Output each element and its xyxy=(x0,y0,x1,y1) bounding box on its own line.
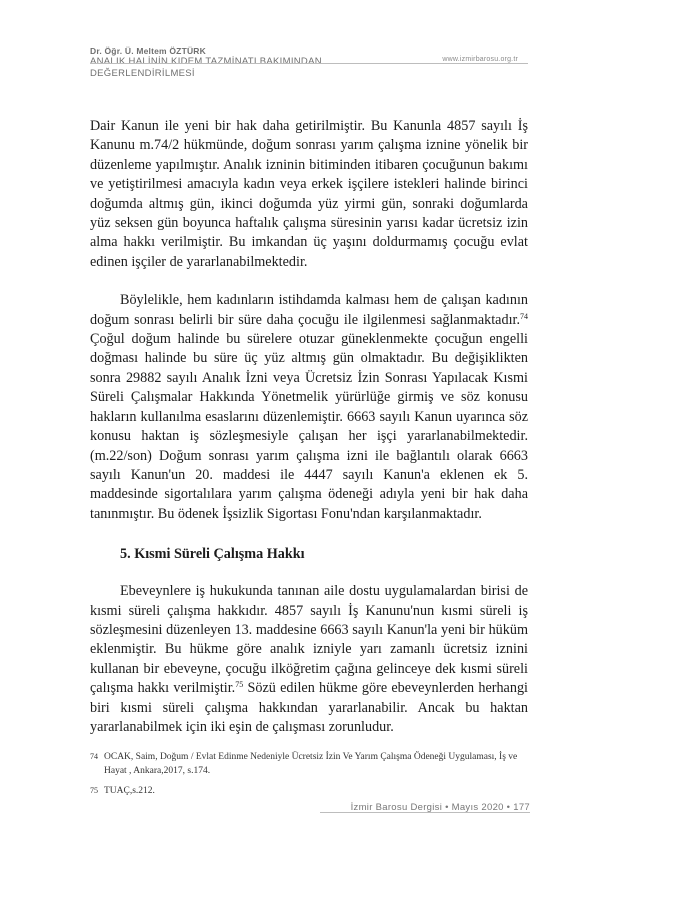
site-url: www.izmirbarosu.org.tr xyxy=(442,56,518,63)
header-rule xyxy=(90,63,528,64)
footnote-text: TUAÇ,s.212. xyxy=(104,786,155,796)
section-heading: 5. Kısmi Süreli Çalışma Hakkı xyxy=(120,546,305,563)
footnote-number: 74 xyxy=(90,752,98,761)
footnote-number: 75 xyxy=(90,786,98,795)
footnote-text: OCAK, Saim, Doğum / Evlat Edinme Nedeniyle Ücretsiz İzin Ve Yarım Çalışma Ödeneği Uygulaması, İş ve Hayat , Ankara,2017, s.174. xyxy=(104,752,518,776)
footnote-74 xyxy=(90,750,530,778)
page-body xyxy=(90,117,528,737)
author-name: Dr. Öğr. Ü. Meltem ÖZTÜRK xyxy=(90,46,206,56)
paragraph-2 xyxy=(90,291,528,524)
article-title-line-1: ANALIK HALİNİN KIDEM TAZMİNATI BAKIMINDAN xyxy=(90,56,322,67)
footer-rule xyxy=(320,812,530,813)
paragraph-2-part-a: Böylelikle, hem kadınların istihdamda kalması hem de çalışan kadının doğum sonrası belirli bir süre daha çocuğu ile ilgilenmesi sağlanmaktadır. xyxy=(90,292,528,328)
paragraph-2-part-b: Çoğul doğum halinde bu sürelere otuzar güneklenmekte çocuğun engelli doğması halinde bu süre üç yüz altmış gün olmaktadır. Bu değişiklikten sonra 29882 sayılı Analık İzni veya Ücretsiz İzin Sonrası Yapılacak Kısmi Süreli Çalışmalar Hakkında Yönetmelik yürürlüğe girmiş ve söz konusu hakların kullanılma esaslarını düzenlemiştir. 6663 sayılı Kanun uyarınca söz konusu haktan iş sözleşmesiyle çalışan her işçi yararlanabilmektedir.(m.22/son) Doğum sonrası yarım çalışma izni ile bağlantılı olarak 6663 sayılı Kanun'un 20. maddesi ile 4447 sayılı Kanun'a eklenen ek 5. maddesinde sigortalılara yarım çalışma ödeneği adıyla yeni bir hak daha tanınmıştır. Bu ödenek İşsizlik Sigortası Fonu'ndan karşılanmaktadır. xyxy=(90,331,528,522)
paragraph-3-part-b: Sözü edilen hükme göre ebeveynlerden herhangi biri kısmi süreli çalışma hakkından yararlanabilir. Ancak bu haktan yararlanabilmek için iki eşin de çalışması zorunludur. xyxy=(90,680,528,735)
footnote-ref-74: 74 xyxy=(520,311,528,321)
paragraph-3 xyxy=(90,582,528,737)
article-title-line-2: DEĞERLENDİRİLMESİ xyxy=(90,68,195,79)
paragraph-1: Dair Kanun ile yeni bir hak daha getirilmiştir. Bu Kanunla 4857 sayılı İş Kanunu m.74/2 hükmünde, doğum sonrası yarım çalışma iznine yönelik bir düzenleme yapılmıştır. Analık izninin bitiminden itibaren çocuğunun bakımı ve yetiştirilmesi amacıyla kadın veya erkek işçilere istekleri halinde birinci doğumda altmış gün, ikinci doğumda yüz yirmi gün, sonraki doğumlarda yüz seksen gün boyunca haftalık çalışma süresinin yarısı kadar ücretsiz izin alma hakkı verilmiştir. Bu imkandan üç yaşını doldurmamış çocuğu evlat edinen işçiler de yararlanabilmektedir. xyxy=(90,118,528,270)
paragraph-3-part-a: Ebeveynlere iş hukukunda tanınan aile dostu uygulamalardan birisi de kısmi süreli çalışma hakkıdır. 4857 sayılı İş Kanunu'nun kısmi süreli iş sözleşmesini düzenleyen 13. maddesine 6663 sayılı Kanun'la yeni bir hüküm eklenmiştir. Bu hükme göre analık izniyle yarı zamanlı ücretsiz iznini kullanan bir ebeveyne, çocuğu ilköğretim çağına gelinceye dek kısmi süreli çalışma hakkı verilmiştir. xyxy=(90,583,528,697)
page-footer: İzmir Barosu Dergisi • Mayıs 2020 • 177 xyxy=(350,802,530,813)
footnotes xyxy=(90,750,530,804)
footnote-ref-75: 75 xyxy=(235,680,244,690)
footnote-75 xyxy=(90,784,530,798)
